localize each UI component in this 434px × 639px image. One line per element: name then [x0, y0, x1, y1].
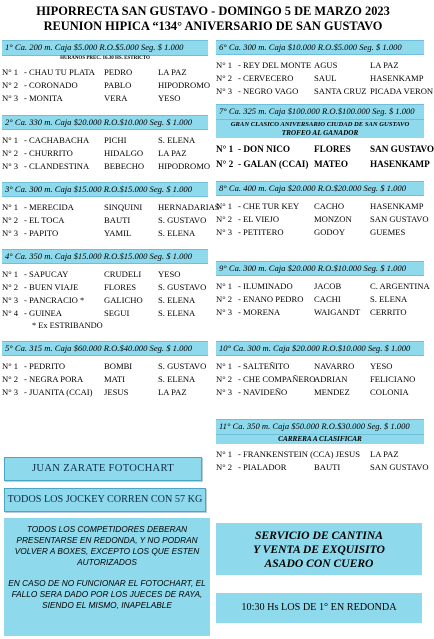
entry-row [2, 134, 208, 147]
entry-jockey: CACHI [314, 294, 341, 304]
entry-jockey: GALICHO [104, 295, 143, 305]
entry-town: SAN GUSTAVO [370, 144, 434, 154]
fotochart-banner [4, 457, 202, 481]
entry-town: SAN GUSTAVO [370, 462, 429, 472]
entry-town: LA PAZ [158, 67, 187, 77]
entry-jockey: MENDEZ [314, 387, 350, 397]
entry-num: N° 1 [216, 201, 233, 211]
entry-jockey: BAUTI [314, 462, 341, 472]
entry-jockey: PEDRO [104, 67, 133, 77]
entry-num: N° 3 [216, 307, 233, 317]
entry-num: N° 1 [2, 135, 19, 145]
entry-row [216, 59, 424, 72]
entry-jockey: JESUS [104, 387, 129, 397]
race-block [2, 40, 211, 105]
schedule-banner [216, 593, 422, 623]
entry-horse: - SAPUCAY [24, 269, 69, 279]
cantina-panel [216, 523, 422, 575]
entry-town: LA PAZ [370, 60, 399, 70]
entry-row [2, 160, 211, 173]
entry-horse: - PIALADOR [238, 462, 287, 472]
entry-num: N° 3 [2, 161, 19, 171]
entry-num: N° 3 [216, 227, 233, 237]
entry-num: N° 2 [2, 282, 19, 292]
race-title: 11° Ca. 350 m. Caja $50.000 R.O.$30.000 Seg. $ 1.000 [216, 419, 424, 435]
entry-row [216, 200, 424, 213]
entry-town: COLONIA [370, 387, 409, 397]
entry-list [216, 280, 430, 319]
entry-town: S. ELENA [158, 374, 196, 384]
entry-town: HERNADARIAS [158, 202, 220, 212]
entry-row [2, 201, 220, 214]
entry-row [2, 79, 211, 92]
entry-town: HASENKAMP [370, 201, 424, 211]
entry-jockey: YAMIL [104, 228, 132, 238]
entry-jockey: SAUL [314, 73, 337, 83]
entry-horse: - BUEN VIAJE [24, 282, 79, 292]
entry-row [2, 92, 208, 105]
entry-list [216, 448, 429, 474]
race-block [216, 419, 429, 474]
entry-horse: - NEGRO VAGO [238, 86, 299, 96]
entry-town: CERRITO [370, 307, 407, 317]
jockey-weight-text: TODOS LOS JOCKEY CORREN CON 57 KG [7, 494, 203, 505]
entry-horse: - ENANO PEDRO [238, 294, 304, 304]
schedule-text: 10:30 Hs LOS DE 1° EN REDONDA [241, 602, 397, 613]
entry-jockey: MATEO [314, 159, 349, 169]
rules-text-2: EN CASO DE NO FUNCIONAR EL FOTOCHART, EL FALLO SERA DADO POR LOS JUECES DE RAYA, SIENDO EL MISMO, INAPELABLE [8, 578, 206, 610]
entry-row [216, 360, 424, 373]
entry-horse: - MONITA [24, 93, 63, 103]
race-title: 9° Ca. 300 m. Caja $20.000 R.O.$10.000 Seg. $ 1.000 [216, 261, 424, 276]
entry-town: HASENKAMP [370, 73, 424, 83]
race-block [216, 261, 430, 319]
entry-town: YESO [158, 269, 181, 279]
entry-num: N° 1 [2, 361, 19, 371]
cantina-line-2: Y VENTA DE EXQUISITO [253, 543, 385, 556]
entry-jockey: MATI [104, 374, 126, 384]
entry-jockey: JACOB [314, 281, 342, 291]
entry-row [216, 373, 424, 386]
entry-list [216, 200, 429, 239]
entry-num: N° 1 [2, 67, 19, 77]
entry-town: HASENKAMP [370, 159, 430, 169]
entry-jockey: SEGUI [104, 308, 130, 318]
entry-jockey: SANTA CRUZ [314, 86, 367, 96]
entry-row [216, 293, 424, 306]
entry-row [216, 142, 434, 157]
entry-num: N° 1 [216, 144, 234, 154]
entry-list [2, 66, 211, 105]
entry-jockey: BAUTI [104, 215, 131, 225]
cantina-line-3: ASADO CON CUERO [264, 557, 374, 570]
entry-horse: - CLANDESTINA [24, 161, 90, 171]
race-block [216, 341, 424, 399]
entry-horse: - FRANKENSTEIN (CCA) JESUS [238, 449, 360, 459]
entry-town: S. ELENA [370, 294, 408, 304]
entry-town: S. ELENA [158, 295, 196, 305]
entry-num: N° 3 [2, 387, 19, 397]
entry-jockey: GODOY [314, 227, 346, 237]
entry-num: N° 3 [216, 86, 233, 96]
entry-jockey: VERA [104, 93, 128, 103]
entry-jockey: HIDALGO [104, 148, 144, 158]
entry-horse: - JUANITA (CCAI) [24, 387, 93, 397]
entry-num: N° 1 [216, 361, 233, 371]
entry-row [216, 386, 424, 399]
entry-num: N° 4 [2, 308, 19, 318]
jockey-weight-banner [4, 488, 206, 512]
entry-num: N° 1 [216, 281, 233, 291]
entry-row [216, 226, 424, 239]
entry-num: N° 2 [216, 462, 233, 472]
entry-num: N° 1 [216, 449, 233, 459]
entry-row [216, 461, 429, 474]
entry-horse: - PAPITO [24, 228, 59, 238]
entry-town: FELICIANO [370, 374, 416, 384]
entry-horse: - CHE TUR KEY [238, 201, 300, 211]
entry-horse: - CHE COMPAÑERO [238, 374, 316, 384]
entry-town: PICADA VERON [370, 86, 434, 96]
entry-horse: - CACHABACHA [24, 135, 90, 145]
entry-town: LA PAZ [158, 387, 187, 397]
race-block [216, 104, 434, 172]
race-subtitle: GRAN CLASICO ANIVERSARIO CIUDAD DE SAN GUSTAVO [216, 120, 424, 129]
entry-list [2, 201, 220, 240]
entry-num: N° 1 [2, 269, 19, 279]
race-block [216, 181, 429, 239]
entry-horse: - CERVECERO [238, 73, 294, 83]
cantina-line-1: SERVICIO DE CANTINA [254, 529, 383, 542]
entry-horse: - CHAU TU PLATA [24, 67, 96, 77]
entry-num: N° 3 [2, 93, 19, 103]
entry-jockey: CACHO [314, 201, 345, 211]
entry-row [216, 157, 430, 172]
entry-town: LA PAZ [370, 449, 399, 459]
entry-num: N° 2 [2, 374, 19, 384]
entry-num: N° 2 [216, 214, 233, 224]
race-title: 3° Ca. 300 m. Caja $15.000 R.O.$15.000 Seg. $ 1.000 [2, 182, 208, 197]
entry-town: S. GUSTAVO [158, 215, 207, 225]
entry-row [2, 227, 208, 240]
entry-row [2, 386, 208, 399]
entry-row [216, 213, 429, 226]
entry-num: N° 2 [216, 159, 234, 169]
entry-num: N° 2 [2, 80, 19, 90]
entry-horse: - ILUMINADO [238, 281, 293, 291]
left-column [2, 40, 220, 399]
entry-num: N° 3 [2, 295, 19, 305]
entry-row [2, 373, 208, 386]
race-title: 8° Ca. 400 m. Caja $20.000 R.O.$20.000 Seg. $ 1.000 [216, 181, 424, 196]
fotochart-text: JUAN ZARATE FOTOCHART [31, 463, 174, 474]
entry-jockey: BOMBI [104, 361, 133, 371]
race-block [2, 341, 208, 399]
entry-horse: - NEGRA PORA [24, 374, 84, 384]
entry-town: HIPODROMO [158, 80, 211, 90]
entry-jockey: FLORES [104, 282, 136, 292]
entry-jockey: CRUDELI [104, 269, 142, 279]
entry-jockey [314, 448, 370, 461]
right-column [216, 40, 434, 474]
entry-jockey: ADRIAN [314, 374, 348, 384]
race-title: 2° Ca. 330 m. Caja $20.000 R.O.$10.000 Seg. $ 1.000 [2, 115, 208, 130]
entry-town: YESO [370, 361, 393, 371]
header-title: HIPORRECTA SAN GUSTAVO - DOMINGO 5 DE MARZO 2023 [36, 4, 390, 18]
entry-jockey: SINQUINI [104, 202, 143, 212]
entry-horse: - GALAN (CCAI) [238, 159, 309, 169]
entry-row [2, 281, 208, 294]
entry-jockey: PABLO [104, 80, 132, 90]
race-block [2, 115, 211, 173]
entry-list [216, 360, 424, 399]
entry-num: N° 3 [2, 228, 19, 238]
race-block [216, 40, 434, 98]
entry-num: N° 2 [216, 294, 233, 304]
entry-town: SAN GUSTAVO [370, 214, 429, 224]
entry-town: GUEMES [370, 227, 406, 237]
entry-jockey: AGUS [314, 60, 338, 70]
entry-horse: - NAVIDEÑO [238, 387, 288, 397]
entry-town: S. GUSTAVO [158, 361, 207, 371]
entry-town: LA PAZ [158, 148, 187, 158]
entry-row [216, 448, 424, 461]
entry-horse: - PANCRACIO * [24, 295, 85, 305]
race-block [2, 249, 208, 332]
race-title: 4° Ca. 350 m. Caja $15.000 R.O.$15.000 Seg. $ 1.000 [2, 249, 208, 264]
entry-horse: - SALTEÑITO [238, 361, 290, 371]
entry-row [2, 66, 208, 79]
race-subtitle-2: CARRERA A CLASIFICAR [216, 435, 424, 444]
race-title: 7° Ca. 325 m. Caja $100.000 R.O.$100.000 Seg. $ 1.000 [216, 104, 424, 120]
race-block [2, 182, 220, 240]
entry-row [216, 85, 434, 98]
entry-list [2, 360, 208, 399]
entry-horse: - MERECIDA [24, 202, 74, 212]
entry-town: S. ELENA [158, 228, 196, 238]
entry-row [2, 214, 208, 227]
entry-row [216, 72, 424, 85]
entry-town: C. ARGENTINA [370, 281, 430, 291]
entry-jockey: WAIGANDT [314, 307, 361, 317]
entry-num: N° 1 [216, 60, 233, 70]
entry-jockey: FLORES [314, 144, 351, 154]
entry-horse: - CORONADO [24, 80, 78, 90]
entry-jockey: PICHI [104, 135, 127, 145]
rules-panel [4, 518, 210, 636]
entry-row [216, 280, 430, 293]
entry-num: N° 3 [216, 387, 233, 397]
entry-num: N° 1 [2, 202, 19, 212]
entry-num: N° 2 [2, 148, 19, 158]
entry-row [2, 268, 208, 281]
entry-row [2, 360, 208, 373]
entry-list [2, 134, 211, 173]
entry-jockey: MONZON [314, 214, 352, 224]
entry-horse: - EL VIEJO [238, 214, 280, 224]
entry-horse: - MORENA [238, 307, 281, 317]
entry-row [2, 307, 208, 320]
race-title: 1° Ca. 200 m. Caja $5.000 R.O.$5.000 Seg. $ 1.000 [2, 40, 208, 56]
entry-town: S. ELENA [158, 308, 196, 318]
entry-num: N° 2 [2, 215, 19, 225]
page-header [0, 0, 426, 40]
entry-row [216, 306, 424, 319]
entry-horse: - EL TOCA [24, 215, 65, 225]
entry-horse: - PEDRITO [24, 361, 66, 371]
entry-town: YESO [158, 93, 181, 103]
race-title: 10° Ca. 300 m. Caja $20.000 R.O.$10.000 Seg. $ 1.000 [216, 341, 424, 356]
race-note: * Ex ESTRIBANDO [32, 321, 103, 330]
header-subtitle: REUNION HIPICA “134° ANIVERSARIO DE SAN GUSTAVO [43, 19, 383, 33]
entry-list [216, 142, 434, 172]
entry-horse: - CHURRITO [24, 148, 73, 158]
race-title: 5° Ca. 315 m. Caja $60.000 R.O.$40.000 Seg. $ 1.000 [2, 341, 208, 356]
entry-horse: - PETITERO [238, 227, 284, 237]
entry-jockey: NAVARRO [314, 361, 355, 371]
race-subtitle-2: TROFEO AL GANADOR [216, 129, 424, 138]
entry-horse: - GUINEA [24, 308, 62, 318]
entry-row [2, 147, 208, 160]
entry-num: N° 2 [216, 73, 233, 83]
race-subtitle: HURANOS PREC. 16.30 HS. ESTRICTO [60, 56, 150, 61]
entry-horse: - DON NICO [238, 144, 291, 154]
entry-list [2, 268, 208, 320]
entry-town: HIPODROMO [158, 161, 211, 171]
entry-list [216, 59, 434, 98]
entry-num: N° 2 [216, 374, 233, 384]
rules-text-1: TODOS LOS COMPETIDORES DEBERAN PRESENTARSE EN REDONDA, Y NO PODRAN VOLVER A BOXES, EXCEPTO LOS QUE ESTEN AUTORIZADOS [14, 524, 200, 567]
entry-town: S. ELENA [158, 135, 196, 145]
entry-town: S. GUSTAVO [158, 282, 207, 292]
race-title: 6° Ca. 300 m. Caja $10.000 R.O.$5.000 Seg. $ 1.000 [216, 40, 424, 55]
entry-row [2, 294, 208, 307]
entry-jockey: BEBECHO [104, 161, 145, 171]
entry-horse: - REY DEL MONTE [238, 60, 312, 70]
